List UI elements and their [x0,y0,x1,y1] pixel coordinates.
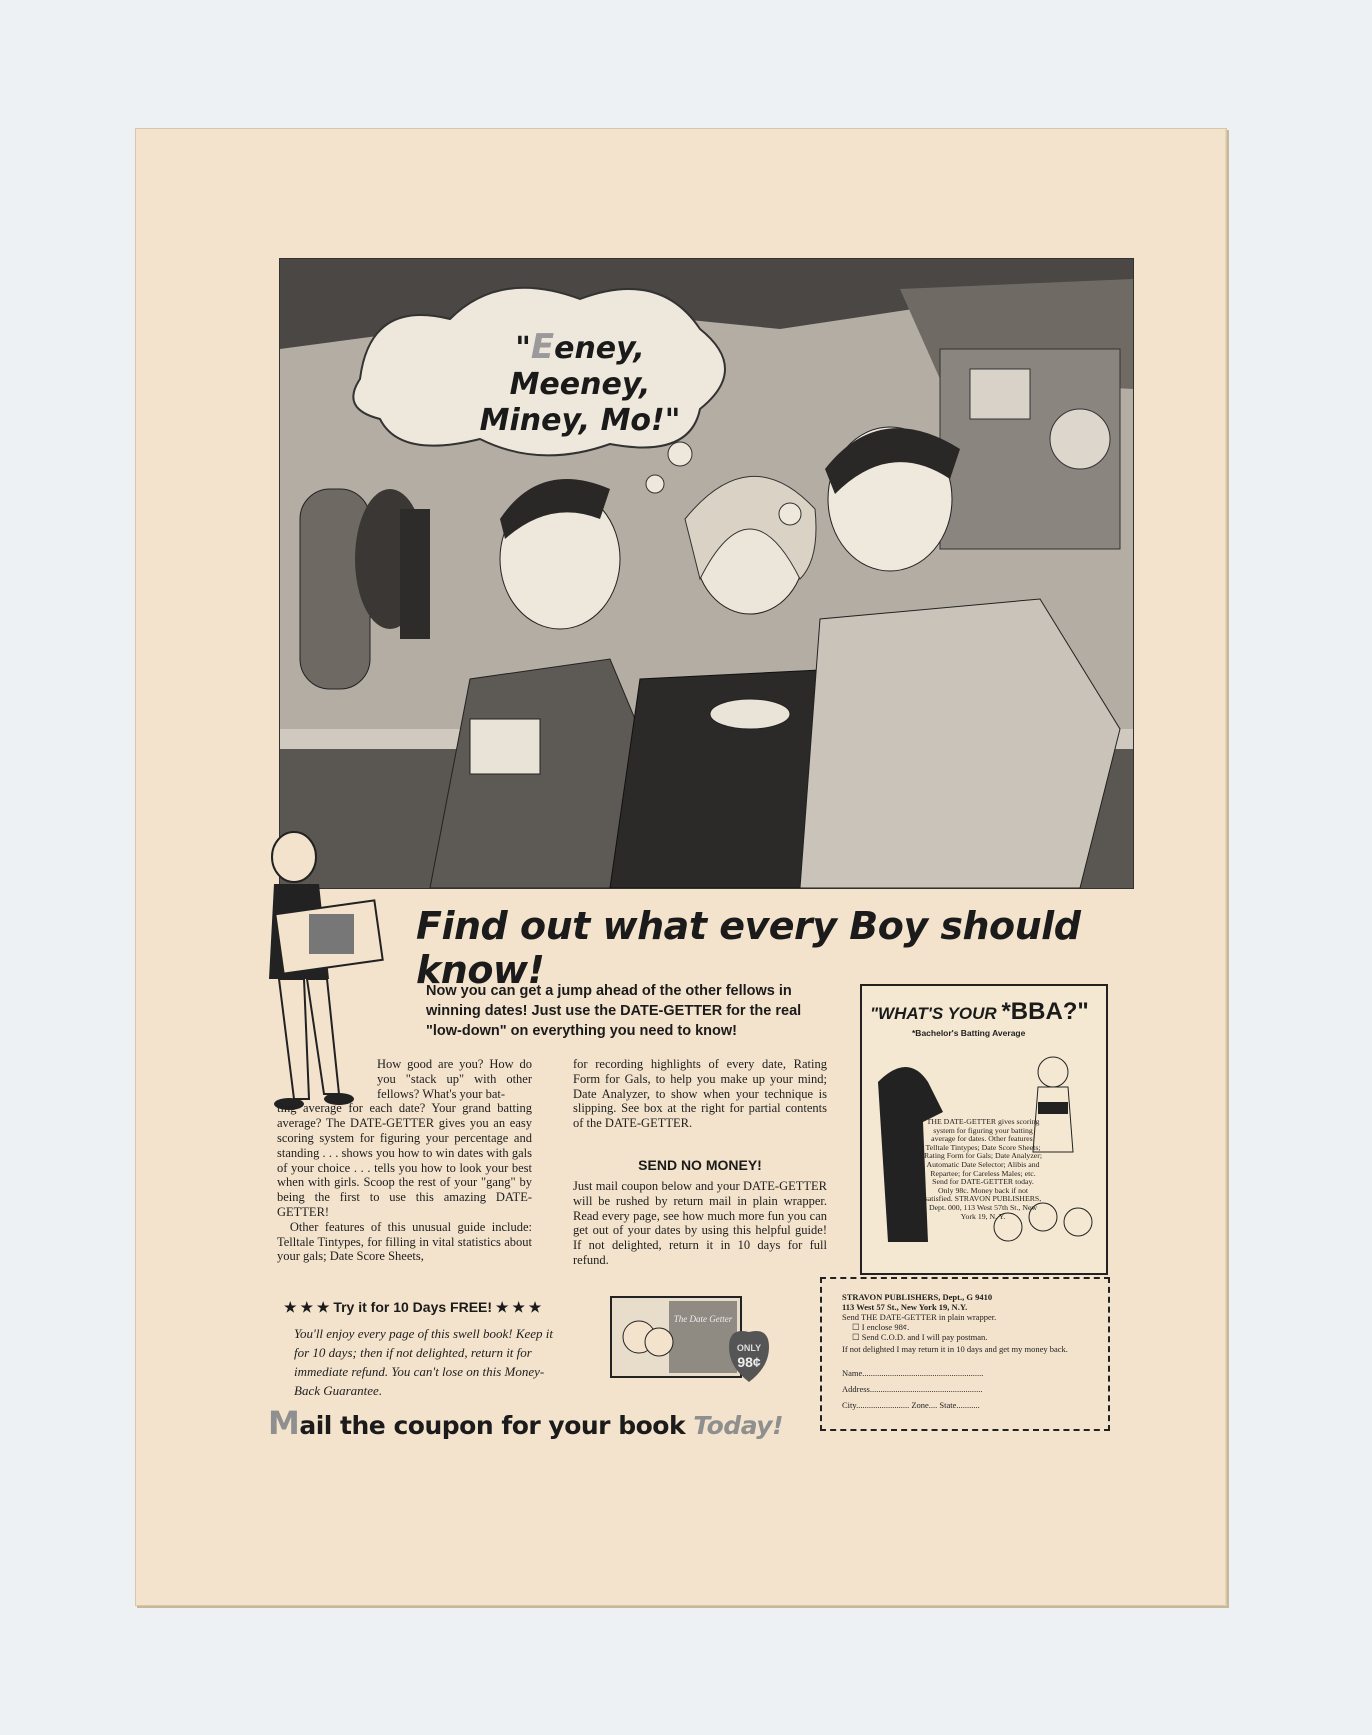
bba-subtitle: *Bachelor's Batting Average [912,1028,1026,1038]
body-column-1-features: Other features of this unusual guide include: Telltale Tintypes, for filling in vital statistics about your gals; Date Score Sheets, [277,1219,533,1264]
coupon-city-field[interactable]: City......................... Zone.... State........... [842,1400,980,1410]
order-coupon[interactable] [820,1277,1110,1431]
coupon-address-field[interactable]: Address..................................................... [842,1384,983,1394]
free-trial-heading: ★ ★ ★ Try it for 10 Days FREE! ★ ★ ★ [284,1299,542,1315]
price-value: 98¢ [737,1354,761,1370]
price-label: ONLY [736,1343,762,1353]
book-title: The Date Getter [673,1314,733,1324]
magazine-back-cover [135,128,1227,1606]
ad-headline: Find out what every Boy should know! [416,904,1081,992]
coupon-publisher: STRAVON PUBLISHERS, Dept., G 9410 [842,1292,993,1302]
coupon-option-cod[interactable]: ☐ Send C.O.D. and I will pay postman. [852,1332,988,1342]
coupon-address: 113 West 57 St., New York 19, N.Y. [842,1302,968,1312]
body-column-2: for recording highlights of every date, Rating Form for Gals, to help you make up your mind; Date Analyzer, to show when your technique is slipping. See box at the right for partial contents of the DATE-GETTER. [573,1057,827,1131]
mail-coupon-callout: Mail the coupon for your book Today! [268,1404,783,1442]
bba-description: THE DATE-GETTER gives scoring system for figuring your batting average for dates. Other features: Telltale Tintypes; Date Score Sheets; Rating Form for Gals; Date Analyzer; Automatic Date Selector; Alibis and Repartee; for Careless Males; etc. Send for DATE-GETTER today. Only 98c. Money back if not satisfied. STRAVON PUBLISHERS, Dept. 000, 113 West 57th St., New York 19, N. Y. [924,1117,1043,1221]
body-column-1 [277,1057,532,1264]
bba-title: "WHAT'S YOUR *BBA?" [870,998,1089,1025]
coupon-option-enclose[interactable]: ☐ I enclose 98¢. [852,1322,910,1332]
ad-lead-paragraph: Now you can get a jump ahead of the other fellows in winning dates! Just use the DATE-GETTER for the real "low-down" on everything you need to know! [426,983,802,1039]
body-column-1-intro: How good are you? How do you "stack up" with other fellows? What's your bat- [377,1057,532,1101]
book-image [609,1287,789,1387]
coupon-instruction: Send THE DATE-GETTER in plain wrapper. [842,1312,997,1322]
send-no-money-heading: SEND NO MONEY! [638,1157,762,1173]
coupon-name-field[interactable]: Name......................................................... [842,1368,984,1378]
bba-inset-box [860,984,1108,1275]
body-column-3: Just mail coupon below and your DATE-GETTER will be rushed by return mail in plain wrapper. Read every page, see how much more fun you can get out of your dates by using this helpful guide! If not delighted, return it in 10 days for full refund. [573,1179,827,1267]
thought-bubble-text: "Eeney, Meeney, Miney, Mo!" [479,327,681,438]
coupon-refund-note: If not delighted I may return it in 10 days and get my money back. [842,1344,1068,1354]
book-cover-illustration [609,1287,789,1387]
illustration-panel [279,258,1134,889]
body-column-1-main: ting average for each date? Your grand batting average? The DATE-GETTER gives you an easy scoring system for figuring your percentage and standing . . . shows you how to win dates with gals of your choice . . . tells you how to look your best when with girls. Scoop the rest of your "gang" by being the first to use this amazing DATE-GETTER! [277,1101,532,1219]
guarantee-text: You'll enjoy every page of this swell book! Keep it for 10 days; then if not delighted, return it for immediate refund. You can't lose on this Money-Back Guarantee. [294,1326,554,1398]
